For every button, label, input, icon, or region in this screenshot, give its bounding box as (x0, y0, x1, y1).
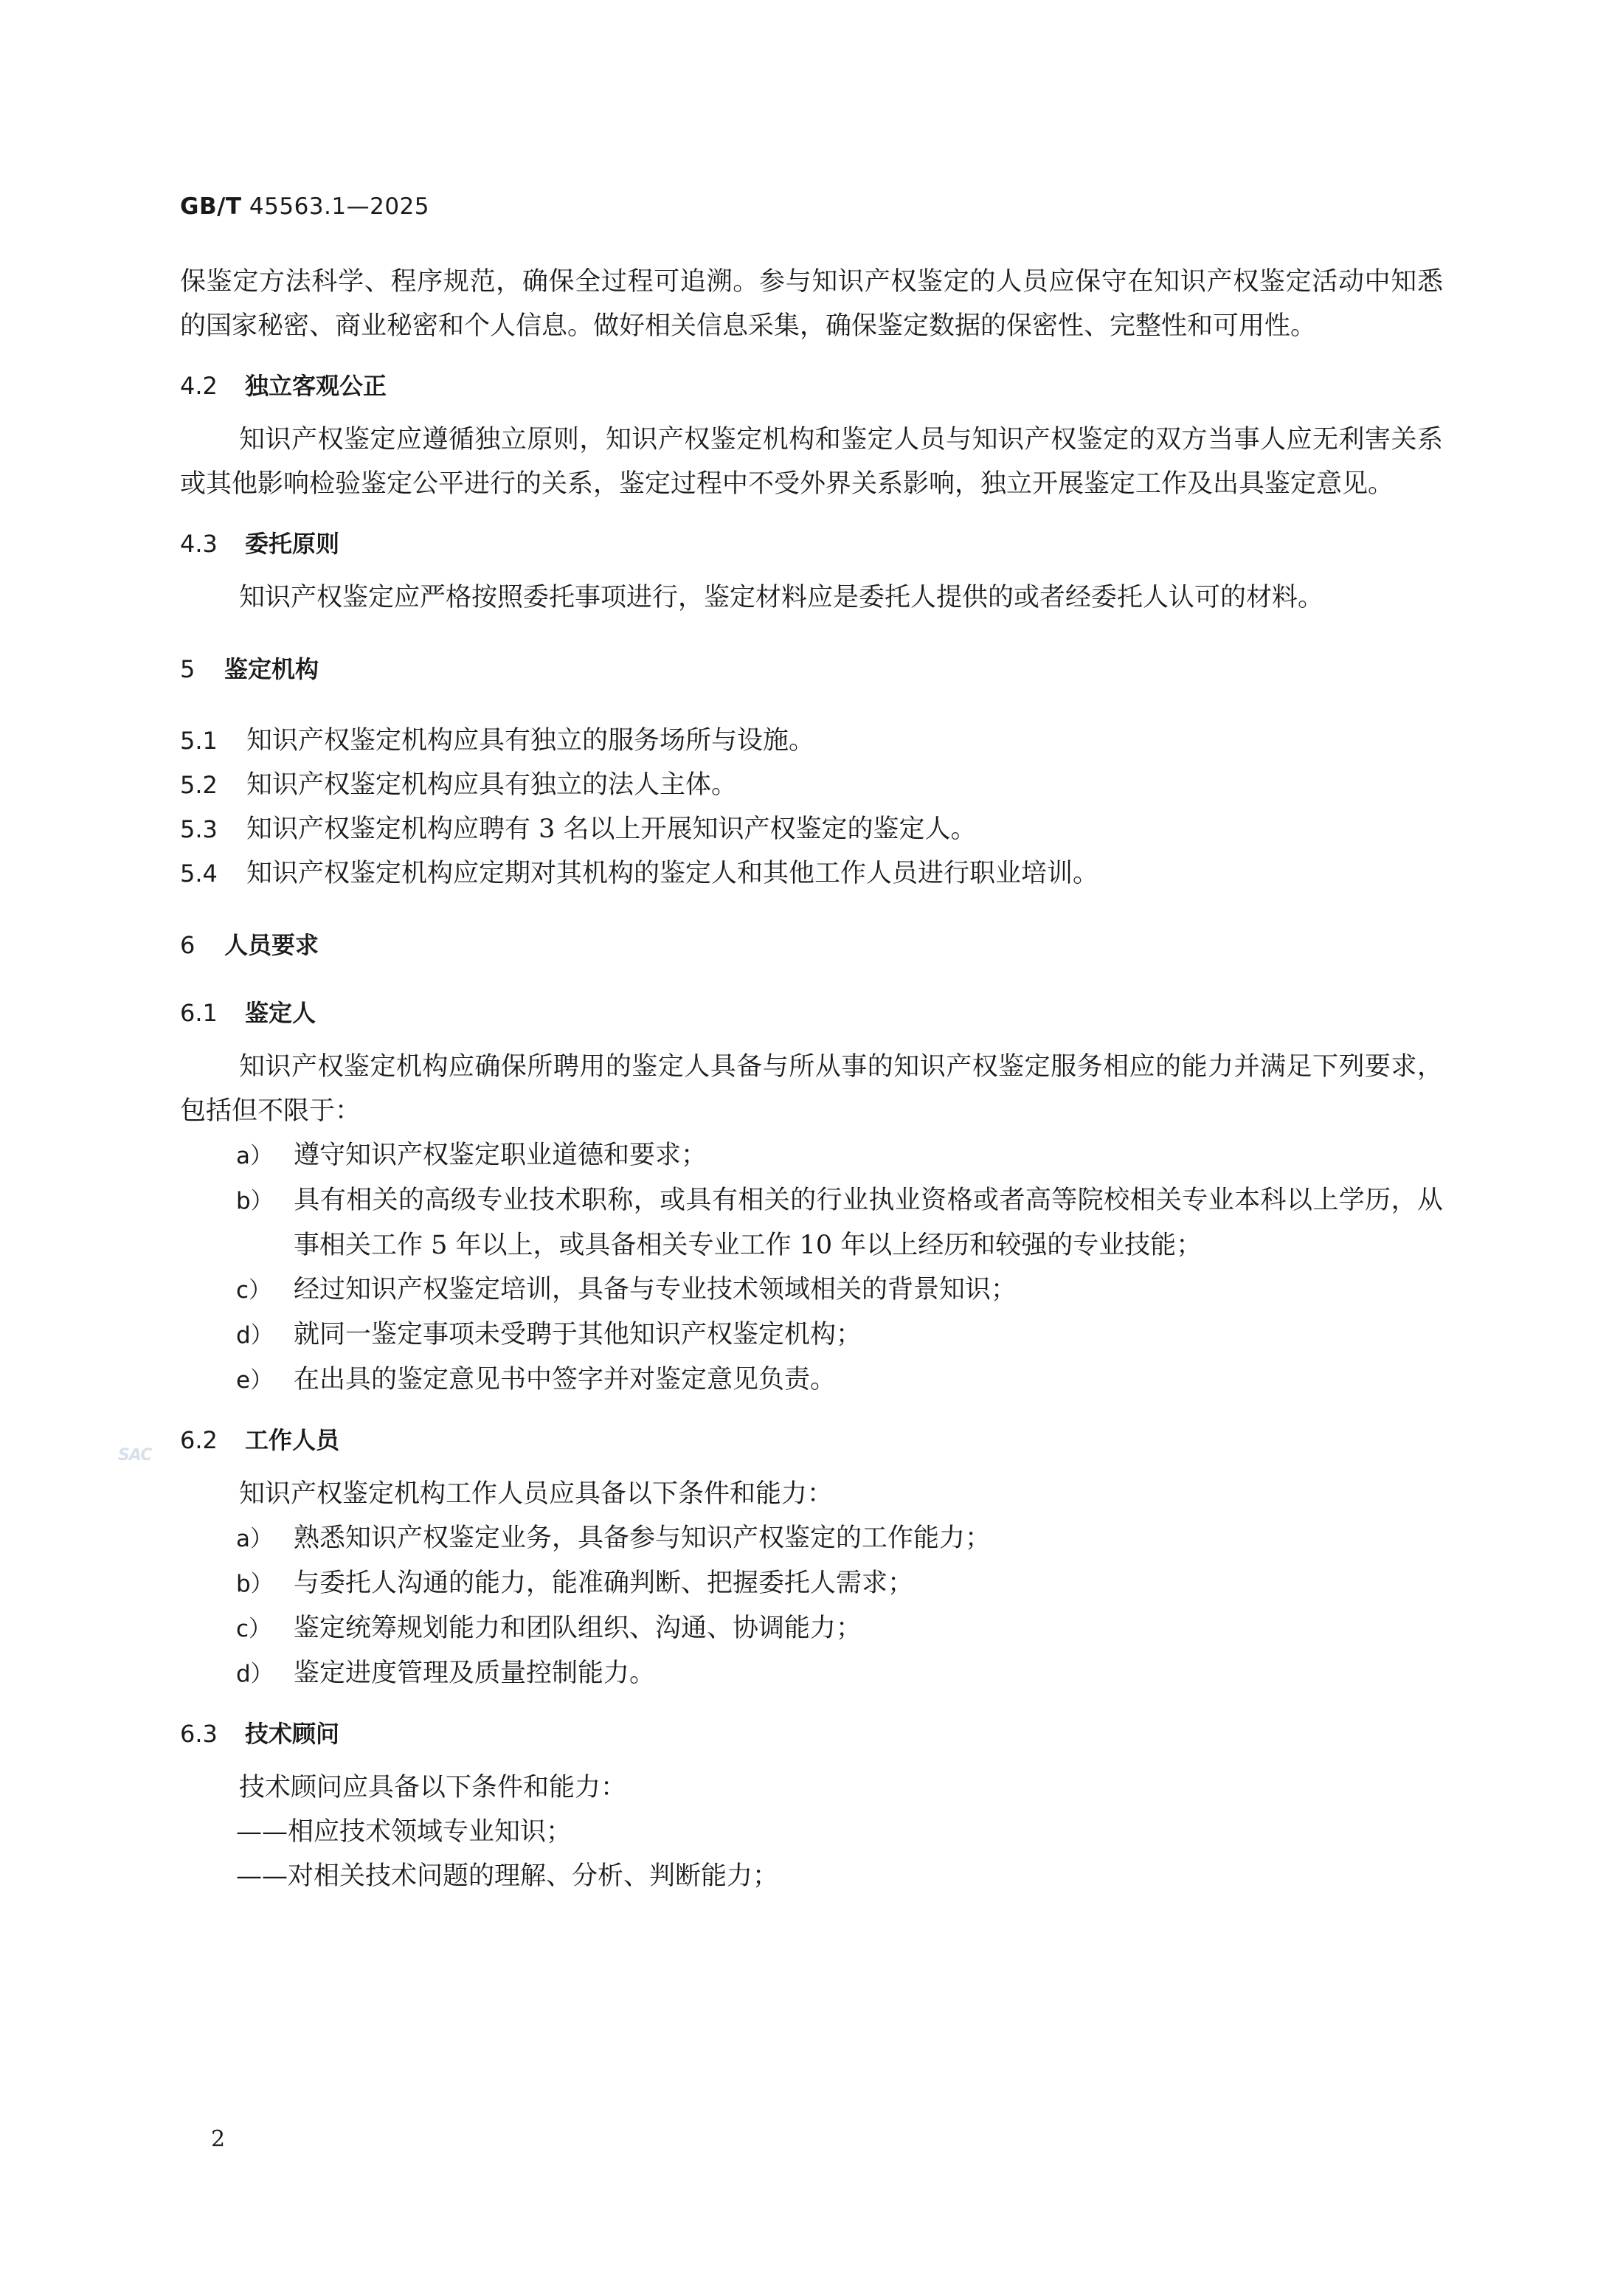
dash-item: ——对相关技术问题的理解、分析、判断能力； (236, 1861, 779, 1891)
standard-prefix: GB/T (180, 193, 242, 220)
list-item-d (180, 1651, 1443, 1696)
heading-number: 5 (180, 655, 195, 683)
dash-item: ——相应技术领域专业知识； (236, 1817, 572, 1847)
heading-title: 委托原则 (245, 530, 340, 558)
heading-4-3 (180, 522, 1443, 565)
list-item-c (180, 1606, 1443, 1651)
heading-number: 4.3 (180, 530, 218, 558)
section-5-list (180, 719, 1443, 896)
paragraph-6-3: 技术顾问应具备以下条件和能力： (239, 1773, 627, 1802)
clause-number: 5.1 (180, 727, 218, 755)
heading-title: 鉴定机构 (224, 655, 319, 683)
item-text: 与委托人沟通的能力，能准确判断、把握委托人需求； (294, 1569, 914, 1598)
item-text: 在出具的鉴定意见书中签字并对鉴定意见负责。 (294, 1365, 837, 1394)
paragraph-4-3: 知识产权鉴定应严格按照委托事项进行，鉴定材料应是委托人提供的或者经委托人认可的材料。 (239, 583, 1324, 612)
list-item-b (180, 1561, 1443, 1606)
clause-5-1 (180, 719, 1443, 763)
item-label: c） (236, 1616, 272, 1642)
clause-text: 知识产权鉴定机构应具有独立的服务场所与设施。 (246, 726, 815, 755)
list-item-a (180, 1133, 1443, 1178)
heading-number: 4.2 (180, 372, 218, 400)
document-body (180, 260, 1443, 1898)
standard-code (180, 193, 429, 220)
paragraph-6-2: 知识产权鉴定机构工作人员应具备以下条件和能力： (239, 1479, 834, 1509)
item-text: 经过知识产权鉴定培训，具备与专业技术领域相关的背景知识； (294, 1275, 1017, 1304)
clause-text: 知识产权鉴定机构应聘有 3 名以上开展知识产权鉴定的鉴定人。 (246, 815, 977, 844)
clause-5-3 (180, 807, 1443, 851)
heading-number: 6.3 (180, 1720, 218, 1748)
heading-number: 6 (180, 931, 195, 959)
item-label: a） (236, 1526, 273, 1552)
list-item-b (180, 1178, 1443, 1268)
item-text: 熟悉知识产权鉴定业务，具备参与知识产权鉴定的工作能力； (294, 1524, 992, 1553)
item-label: d） (236, 1661, 274, 1687)
heading-6-2 (180, 1419, 1443, 1462)
heading-5 (180, 648, 1443, 691)
heading-title: 鉴定人 (245, 999, 316, 1027)
item-label: d） (236, 1322, 274, 1349)
item-text: 具有相关的高级专业技术职称，或具有相关的行业执业资格或者高等院校相关专业本科以上学历，从事相关工作 5 年以上，或具备相关专业工作 10 年以上经历和较强的专业技能； (294, 1186, 1443, 1260)
clause-text: 知识产权鉴定机构应具有独立的法人主体。 (246, 770, 738, 800)
item-label: b） (236, 1571, 274, 1597)
heading-title: 工作人员 (245, 1426, 340, 1454)
heading-number: 6.1 (180, 999, 218, 1027)
heading-6-3 (180, 1712, 1443, 1755)
paragraph-6-1: 知识产权鉴定机构应确保所聘用的鉴定人具备与所从事的知识产权鉴定服务相应的能力并满足下列要求，包括但不限于： (180, 1052, 1443, 1126)
clause-5-4 (180, 851, 1443, 896)
list-item-e (180, 1358, 1443, 1403)
clause-5-2 (180, 763, 1443, 807)
item-label: b） (236, 1188, 274, 1214)
list-item-d (180, 1313, 1443, 1358)
item-label: a） (236, 1143, 273, 1169)
item-text: 遵守知识产权鉴定职业道德和要求； (294, 1141, 707, 1170)
heading-number: 6.2 (180, 1426, 218, 1454)
heading-6-1 (180, 992, 1443, 1034)
heading-4-2 (180, 364, 1443, 407)
heading-title: 独立客观公正 (245, 372, 387, 400)
item-label: c） (236, 1277, 272, 1304)
standard-number: 45563.1—2025 (249, 193, 429, 220)
clause-number: 5.4 (180, 860, 218, 888)
clause-text: 知识产权鉴定机构应定期对其机构的鉴定人和其他工作人员进行职业培训。 (246, 859, 1099, 888)
clause-number: 5.3 (180, 815, 218, 843)
heading-title: 技术顾问 (245, 1720, 340, 1748)
heading-6 (180, 924, 1443, 967)
item-text: 就同一鉴定事项未受聘于其他知识产权鉴定机构； (294, 1320, 862, 1349)
page-number: 2 (211, 2126, 226, 2152)
heading-title: 人员要求 (224, 931, 319, 959)
item-label: e） (236, 1367, 274, 1394)
item-text: 鉴定统筹规划能力和团队组织、沟通、协调能力； (294, 1614, 862, 1643)
item-text: 鉴定进度管理及质量控制能力。 (294, 1659, 656, 1688)
paragraph-4-2: 知识产权鉴定应遵循独立原则，知识产权鉴定机构和鉴定人员与知识产权鉴定的双方当事人应无利害关系或其他影响检验鉴定公平进行的关系，鉴定过程中不受外界关系影响，独立开展鉴定工作及出具鉴定意见。 (180, 425, 1443, 499)
sac-watermark-logo: SAC (118, 1446, 152, 1465)
clause-number: 5.2 (180, 771, 218, 799)
list-item-c (180, 1268, 1443, 1313)
list-item-a (180, 1516, 1443, 1561)
intro-paragraph: 保鉴定方法科学、程序规范，确保全过程可追溯。参与知识产权鉴定的人员应保守在知识产权鉴定活动中知悉的国家秘密、商业秘密和个人信息。做好相关信息采集，确保鉴定数据的保密性、完整性和可用性。 (180, 267, 1443, 341)
